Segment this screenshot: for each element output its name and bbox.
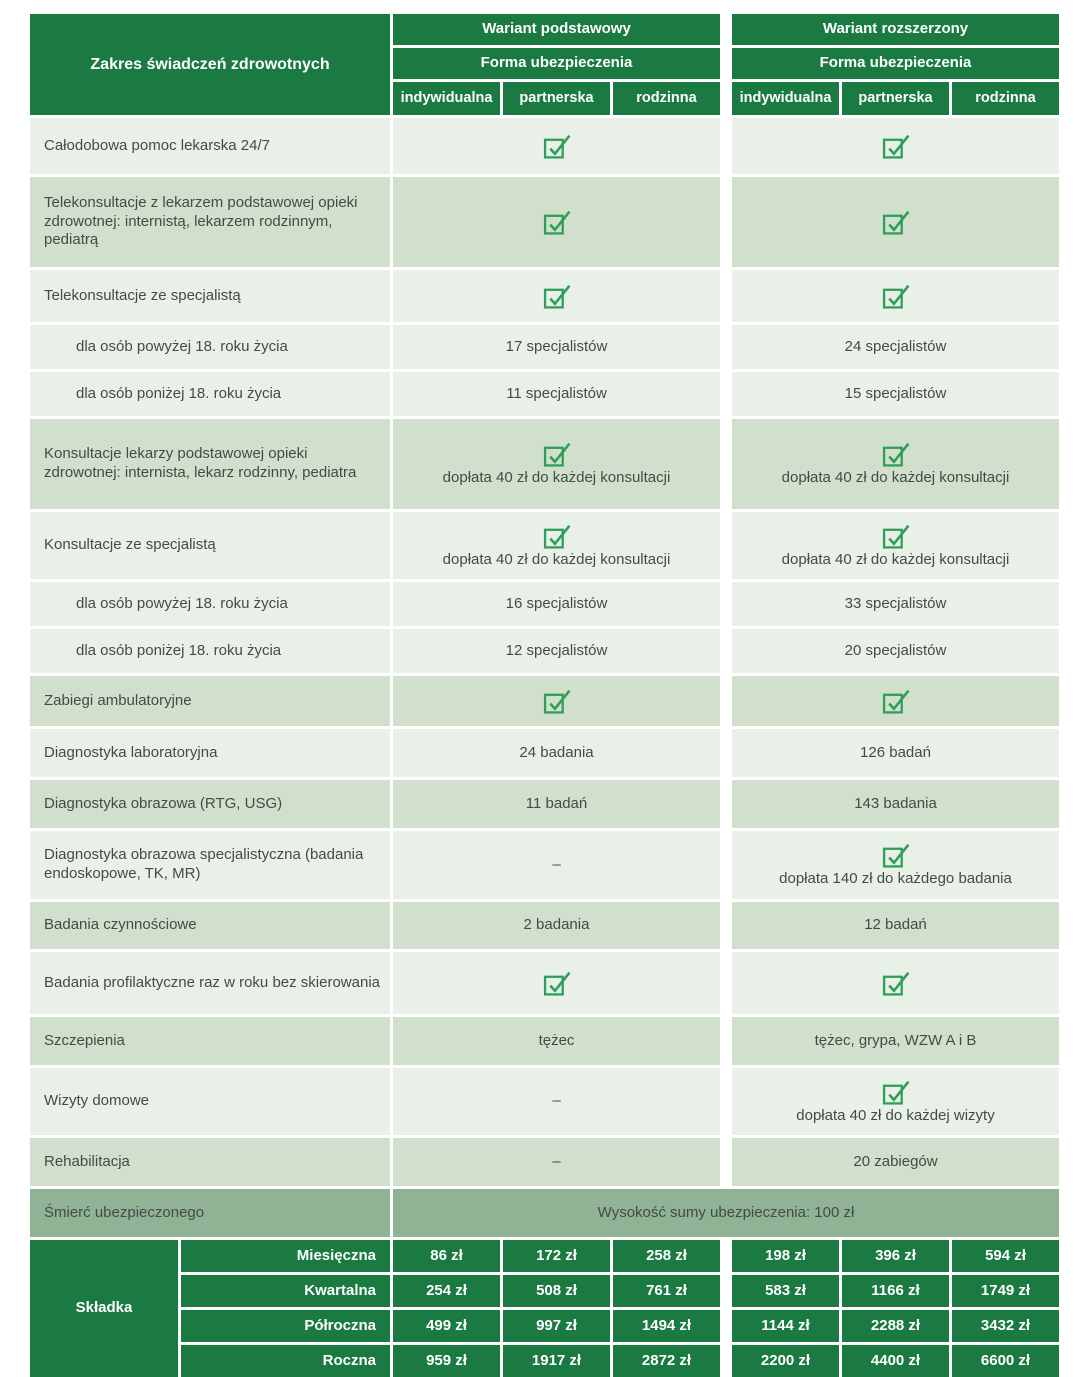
extended-value-cell: tężec, grypa, WZW A i B [732,1017,1059,1065]
row-label: Wizyty domowe [30,1068,390,1135]
basic-value-cell [393,419,720,509]
extended-value-cell [732,118,1059,174]
row-label: Diagnostyka obrazowa specjalistyczna (badania endoskopowe, TK, MR) [30,831,390,899]
table-row [30,1138,1059,1186]
variant-basic-header [393,14,720,115]
checkbox-checked-icon [882,440,910,468]
premium-value: 254 zł [393,1275,500,1307]
column-header: rodzinna [613,82,720,115]
row-sublabel: dla osób poniżej 18. roku życia [30,372,390,416]
table-row [30,270,1059,322]
checkbox-checked-icon [543,208,571,236]
basic-value-cell [393,177,720,267]
variant-extended-header [732,14,1059,115]
sum-assured-row [30,1189,1059,1237]
table-row [30,582,1059,626]
basic-value-cell: 11 badań [393,780,720,828]
row-sublabel: dla osób powyżej 18. roku życia [30,582,390,626]
premium-value: 761 zł [613,1275,720,1307]
checkbox-checked-icon [882,282,910,310]
checkbox-checked-icon [882,841,910,869]
column-header: rodzinna [952,82,1059,115]
basic-value-cell: 24 badania [393,729,720,777]
benefits-table [30,14,1059,1377]
premium-value: 86 zł [393,1240,500,1272]
table-row [30,1068,1059,1135]
premium-value: 172 zł [503,1240,610,1272]
basic-value-cell: – [393,831,720,899]
basic-value-cell: tężec [393,1017,720,1065]
row-label: Śmierć ubezpieczonego [30,1189,390,1237]
premium-value: 1144 zł [732,1310,839,1342]
table-row [30,676,1059,726]
premium-value: 3432 zł [952,1310,1059,1342]
row-label: Szczepienia [30,1017,390,1065]
premium-value: 258 zł [613,1240,720,1272]
checkbox-checked-icon [543,969,571,997]
table-row [30,419,1059,509]
row-label: Zabiegi ambulatoryjne [30,676,390,726]
table-row [30,512,1059,579]
extended-value-cell: 20 specjalistów [732,629,1059,673]
table-row [30,629,1059,673]
extended-value-cell [732,676,1059,726]
variant-extended-columns [732,82,1059,115]
premium-value: 508 zł [503,1275,610,1307]
surcharge-note: dopłata 40 zł do każdej konsultacji [781,469,1010,487]
table-row [30,952,1059,1014]
row-label: Telekonsultacje ze specjalistą [30,270,390,322]
variant-basic-title: Wariant podstawowy [393,14,720,45]
row-label: Rehabilitacja [30,1138,390,1186]
extended-value-cell: 20 zabiegów [732,1138,1059,1186]
basic-value-cell [393,270,720,322]
extended-value-cell: 143 badania [732,780,1059,828]
checkbox-checked-icon [543,687,571,715]
premium-value: 594 zł [952,1240,1059,1272]
column-header: indywidualna [732,82,839,115]
table-row [30,118,1059,174]
extended-value-cell: 15 specjalistów [732,372,1059,416]
basic-value-cell: 12 specjalistów [393,629,720,673]
premium-period: Kwartalna [181,1275,390,1307]
table-row [30,780,1059,828]
surcharge-note: dopłata 40 zł do każdej wizyty [796,1106,995,1124]
variant-extended-subtitle: Forma ubezpieczenia [732,48,1059,79]
row-label: Diagnostyka laboratoryjna [30,729,390,777]
premium-period: Półroczna [181,1310,390,1342]
variant-extended-title: Wariant rozszerzony [732,14,1059,45]
basic-value-cell [393,512,720,579]
extended-value-cell [732,270,1059,322]
premium-value: 4400 zł [842,1345,949,1377]
column-header: indywidualna [393,82,500,115]
row-label: Konsultacje ze specjalistą [30,512,390,579]
premium-value: 2200 zł [732,1345,839,1377]
corner-header: Zakres świadczeń zdrowotnych [30,14,390,115]
row-label: Konsultacje lekarzy podstawowej opieki zdrowotnej: internista, lekarz rodzinny, pediatra [30,419,390,509]
basic-value-cell [393,676,720,726]
extended-value-cell: 24 specjalistów [732,325,1059,369]
premium-value: 1917 zł [503,1345,610,1377]
basic-value-cell: 17 specjalistów [393,325,720,369]
premium-value: 6600 zł [952,1345,1059,1377]
table-row [30,902,1059,949]
checkbox-checked-icon [882,1078,910,1106]
row-sublabel: dla osób powyżej 18. roku życia [30,325,390,369]
table-row [30,729,1059,777]
row-label: Badania profilaktyczne raz w roku bez skierowania [30,952,390,1014]
premium-value: 1494 zł [613,1310,720,1342]
checkbox-checked-icon [882,969,910,997]
extended-value-cell [732,512,1059,579]
extended-value-cell: 33 specjalistów [732,582,1059,626]
checkbox-checked-icon [882,522,910,550]
surcharge-note: dopłata 140 zł do każdego badania [779,870,1012,888]
table-row [30,325,1059,369]
extended-value-cell [732,952,1059,1014]
premium-section [30,1240,1059,1377]
variant-basic-subtitle: Forma ubezpieczenia [393,48,720,79]
premium-value: 396 zł [842,1240,949,1272]
checkbox-checked-icon [882,208,910,236]
premium-value: 583 zł [732,1275,839,1307]
extended-value-cell [732,419,1059,509]
surcharge-note: dopłata 40 zł do każdej konsultacji [781,550,1010,568]
variant-basic-columns [393,82,720,115]
checkbox-checked-icon [543,132,571,160]
basic-value-cell: 16 specjalistów [393,582,720,626]
basic-value-cell: 2 badania [393,902,720,949]
checkbox-checked-icon [543,440,571,468]
checkbox-checked-icon [882,132,910,160]
table-header [30,14,1059,115]
extended-value-cell [732,1068,1059,1135]
basic-value-cell: 11 specjalistów [393,372,720,416]
premium-value: 1749 zł [952,1275,1059,1307]
row-label: Telekonsultacje z lekarzem podstawowej opieki zdrowotnej: internistą, lekarzem rodzinnym, pediatrą [30,177,390,267]
extended-value-cell: 12 badań [732,902,1059,949]
premium-label: Składka [30,1240,178,1377]
column-header: partnerska [503,82,610,115]
premium-value: 1166 zł [842,1275,949,1307]
checkbox-checked-icon [543,282,571,310]
basic-value-cell: – [393,1138,720,1186]
table-row [30,177,1059,267]
premium-period: Miesięczna [181,1240,390,1272]
sum-assured-value: Wysokość sumy ubezpieczenia: 100 zł [393,1189,1059,1237]
basic-value-cell [393,118,720,174]
checkbox-checked-icon [882,687,910,715]
row-label: Badania czynnościowe [30,902,390,949]
checkbox-checked-icon [543,522,571,550]
premium-value: 959 zł [393,1345,500,1377]
column-header: partnerska [842,82,949,115]
surcharge-note: dopłata 40 zł do każdej konsultacji [442,550,671,568]
basic-value-cell: – [393,1068,720,1135]
premium-value: 997 zł [503,1310,610,1342]
premium-value: 198 zł [732,1240,839,1272]
premium-value: 2872 zł [613,1345,720,1377]
surcharge-note: dopłata 40 zł do każdej konsultacji [442,469,671,487]
row-label: Diagnostyka obrazowa (RTG, USG) [30,780,390,828]
row-sublabel: dla osób poniżej 18. roku życia [30,629,390,673]
row-label: Całodobowa pomoc lekarska 24/7 [30,118,390,174]
premium-value: 499 zł [393,1310,500,1342]
table-row [30,1017,1059,1065]
premium-value: 2288 zł [842,1310,949,1342]
extended-value-cell [732,831,1059,899]
basic-value-cell [393,952,720,1014]
table-row [30,372,1059,416]
extended-value-cell [732,177,1059,267]
table-row [30,831,1059,899]
extended-value-cell: 126 badań [732,729,1059,777]
premium-period: Roczna [181,1345,390,1377]
